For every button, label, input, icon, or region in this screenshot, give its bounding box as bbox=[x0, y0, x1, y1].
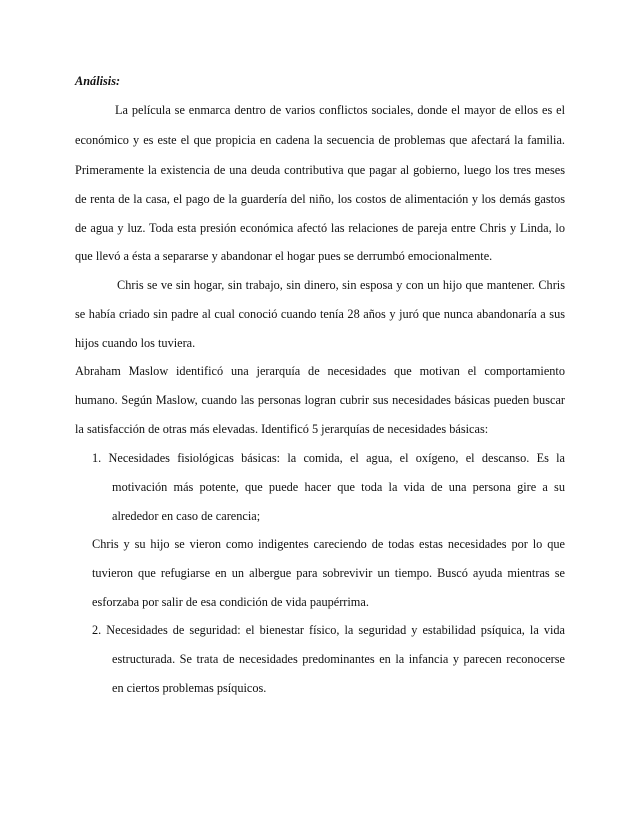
paragraph-line: económico y es este el que propicia en cadena la secuencia de problemas que afectará la familia. bbox=[75, 133, 565, 147]
section-heading: Análisis: bbox=[75, 74, 121, 88]
paragraph-line: Chris y su hijo se vieron como indigentes careciendo de todas estas necesidades por lo que bbox=[92, 537, 565, 551]
paragraph-line: esforzaba por salir de esa condición de vida paupérrima. bbox=[92, 595, 369, 609]
list-item-continuation: estructurada. Se trata de necesidades predominantes en la infancia y parecen reconocerse bbox=[112, 652, 565, 666]
paragraph-line: la satisfacción de otras más elevadas. Identificó 5 jerarquías de necesidades básicas: bbox=[75, 422, 489, 436]
list-item: 2. Necesidades de seguridad: el bienestar físico, la seguridad y estabilidad psíquica, la vida bbox=[92, 623, 565, 637]
paragraph-line: de renta de la casa, el pago de la guardería del niño, los costos de alimentación y los demás gastos bbox=[75, 192, 565, 206]
list-item-continuation: alrededor en caso de carencia; bbox=[112, 509, 261, 523]
paragraph-line: se había criado sin padre al cual conoció cuando tenía 28 años y juró que nunca abandonaría a sus bbox=[75, 307, 565, 321]
paragraph-line: Abraham Maslow identificó una jerarquía de necesidades que motivan el comportamiento bbox=[75, 364, 565, 378]
paragraph-line: de agua y luz. Toda esta presión económica afectó las relaciones de pareja entre Chris y Linda, lo bbox=[75, 221, 565, 235]
paragraph-line: Chris se ve sin hogar, sin trabajo, sin dinero, sin esposa y con un hijo que mantener. Chris bbox=[117, 278, 565, 292]
list-item-continuation: motivación más potente, que puede hacer que toda la vida de una persona gire a su bbox=[112, 480, 565, 494]
paragraph-line: que llevó a ésta a separarse y abandonar el hogar pues se derrumbó emocionalmente. bbox=[75, 249, 493, 263]
list-item: 1. Necesidades fisiológicas básicas: la comida, el agua, el oxígeno, el descanso. Es la bbox=[92, 451, 565, 465]
paragraph-line: hijos cuando los tuviera. bbox=[75, 336, 196, 350]
paragraph-line: La película se enmarca dentro de varios conflictos sociales, donde el mayor de ellos es el bbox=[115, 103, 565, 117]
list-item-continuation: en ciertos problemas psíquicos. bbox=[112, 681, 267, 695]
paragraph-line: humano. Según Maslow, cuando las personas logran cubrir sus necesidades básicas pueden buscar bbox=[75, 393, 565, 407]
paragraph-line: tuvieron que refugiarse en un albergue para sobrevivir un tiempo. Buscó ayuda mientras se bbox=[92, 566, 565, 580]
paragraph-line: Primeramente la existencia de una deuda contributiva que pagar al gobierno, luego los tres meses bbox=[75, 163, 565, 177]
